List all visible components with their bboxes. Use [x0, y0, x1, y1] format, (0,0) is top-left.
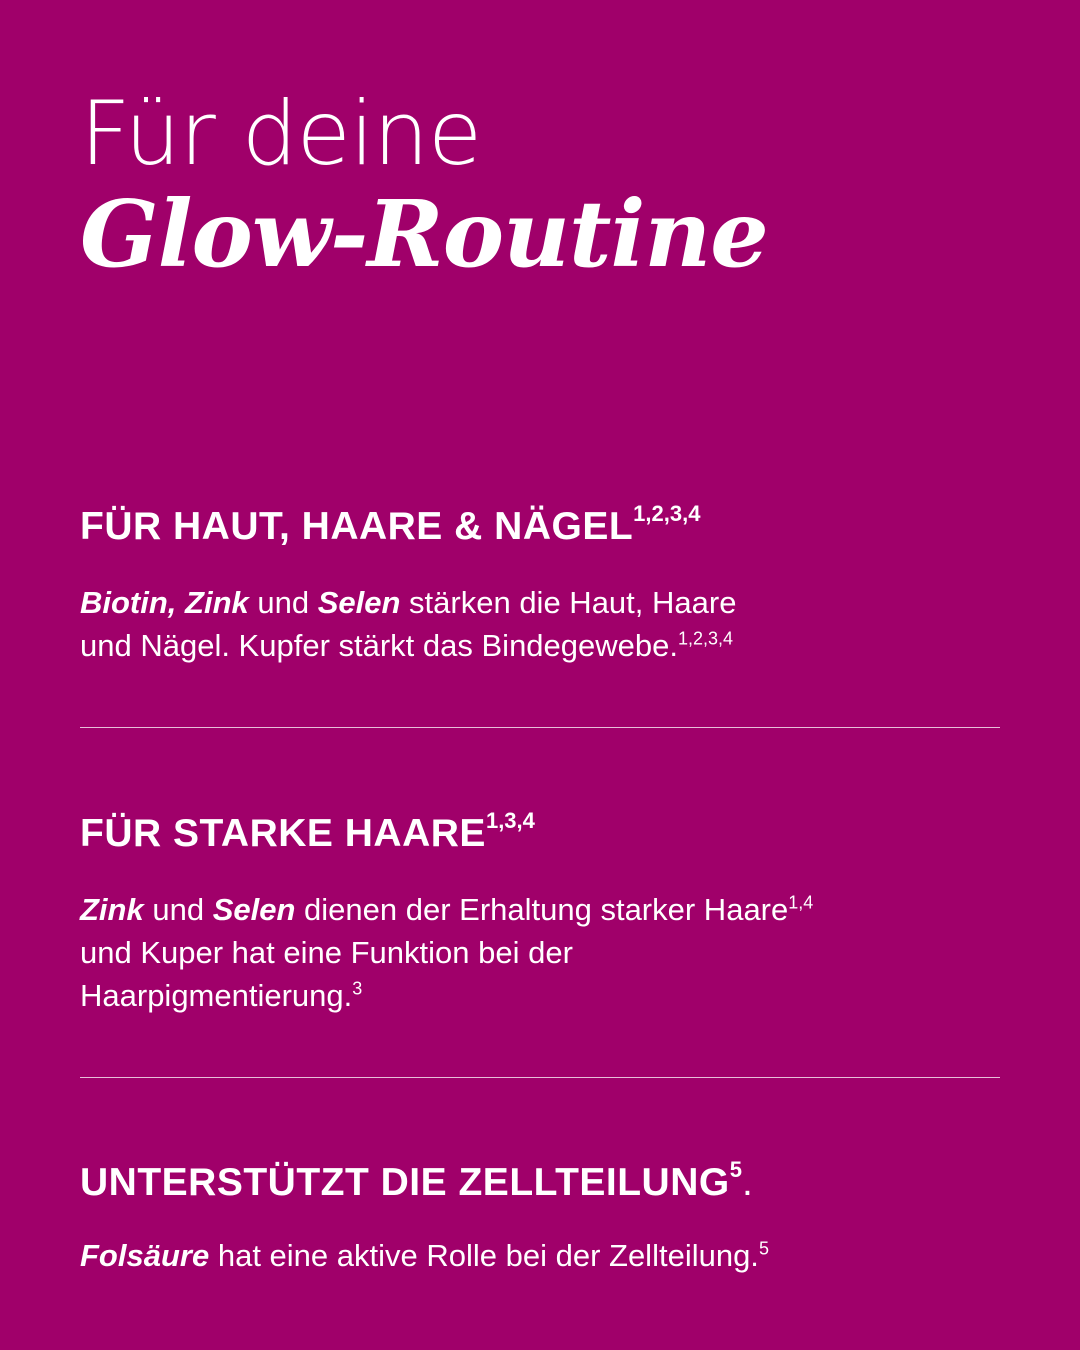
section-heading: [80, 801, 1000, 858]
body-text-fragment: Haarpigmentierung.: [80, 978, 353, 1013]
section-strong-hair: [80, 801, 1000, 1017]
body-footnote-refs: 5: [758, 1238, 769, 1259]
page-title: [80, 84, 1000, 286]
section-body: [80, 1234, 1000, 1277]
heading-text: FÜR STARKE HAARE: [80, 812, 486, 855]
ingredient-selen: Selen: [212, 892, 296, 927]
heading-footnote-refs: 1,2,3,4: [633, 501, 701, 526]
divider: [80, 727, 1000, 728]
heading-period: .: [741, 1161, 754, 1204]
body-text-fragment: und Nägel. Kupfer stärkt das Bindegewebe.: [80, 628, 678, 663]
ingredient-selen: Selen: [317, 585, 401, 620]
divider: [80, 1077, 1000, 1078]
section-body: [80, 581, 1000, 667]
heading-text: UNTERSTÜTZT DIE ZELLTEILUNG: [80, 1161, 730, 1204]
ingredient-biotin-zink: Biotin, Zink: [80, 585, 249, 620]
body-text-fragment: stärken die Haut, Haare: [400, 585, 737, 620]
body-text-fragment: dienen der Erhaltung starker Haare: [295, 892, 789, 927]
title-line-2: Glow-Routine: [80, 180, 768, 288]
section-heading: [80, 1150, 1000, 1207]
body-footnote-refs: 1,4: [788, 892, 814, 913]
body-footnote-refs: 1,2,3,4: [678, 628, 734, 649]
body-text-fragment: und Kuper hat eine Funktion bei der: [80, 935, 573, 970]
heading-footnote-refs: 5: [729, 1157, 742, 1182]
section-skin-hair-nails: [80, 494, 1000, 667]
title-line-1: Für deine: [80, 82, 482, 185]
heading-footnote-refs: 1,3,4: [485, 808, 535, 833]
body-text-fragment: hat eine aktive Rolle bei der Zellteilung.: [209, 1238, 759, 1273]
section-body: [80, 888, 1000, 1017]
ingredient-zink: Zink: [80, 892, 144, 927]
body-text-fragment: und: [143, 892, 213, 927]
section-heading: [80, 494, 1000, 551]
body-text-fragment: und: [248, 585, 318, 620]
ingredient-folsaeure: Folsäure: [80, 1238, 210, 1273]
body-footnote-refs: 3: [352, 978, 363, 999]
heading-text: FÜR HAUT, HAARE & NÄGEL: [80, 505, 634, 548]
section-cell-division: [80, 1150, 1000, 1277]
